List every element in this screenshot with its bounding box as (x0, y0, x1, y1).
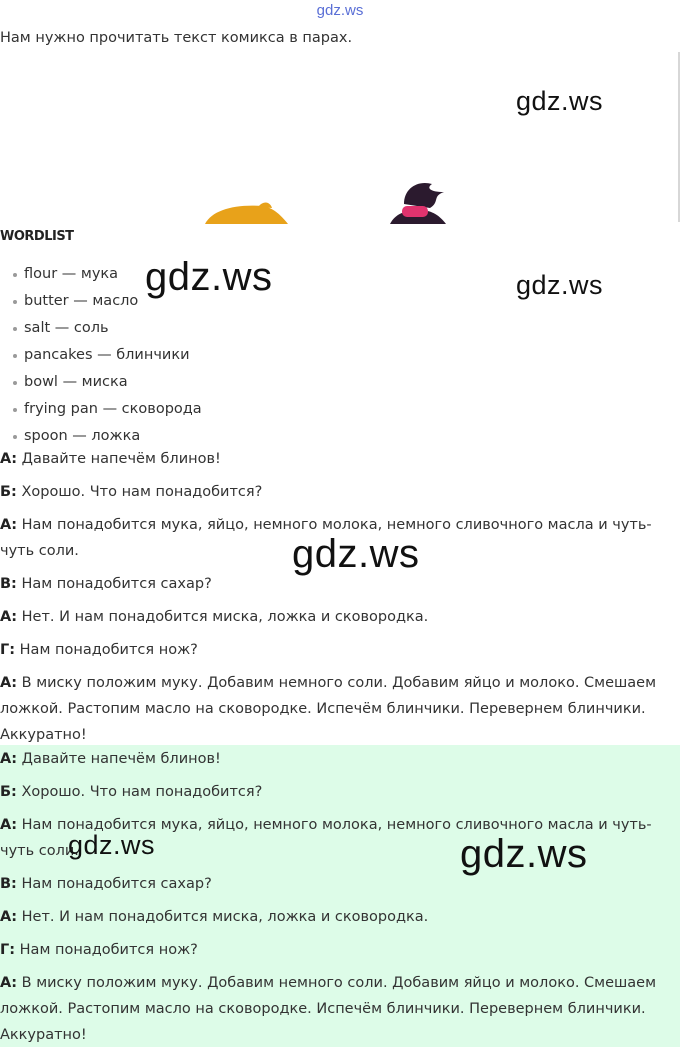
dialogue-line (0, 970, 675, 1048)
character-hat-plume (404, 183, 444, 208)
watermark: gdz.ws (516, 86, 604, 116)
wordlist-item-text: pancakes — блинчики (24, 347, 190, 363)
intro-text: Нам нужно прочитать текст комикса в парах. (0, 30, 353, 46)
wordlist-item-text: bowl — миска (24, 374, 128, 390)
dialogue-text: Нет. И нам понадобится миска, ложка и сковородка. (17, 609, 429, 625)
wordlist-item-text: spoon — ложка (24, 428, 141, 444)
dialogue-text: Нет. И нам понадобится миска, ложка и сковородка. (17, 909, 429, 925)
bullet-icon (13, 354, 17, 358)
bullet-icon (13, 381, 17, 385)
watermark: gdz.ws (68, 830, 156, 860)
dialogue-line (0, 637, 675, 663)
speaker-label: А: (0, 451, 18, 467)
wordlist-item-text: salt — соль (24, 320, 109, 336)
dialogue-line (0, 446, 675, 472)
wordlist-item-text: frying pan — сковорода (24, 401, 202, 417)
dialogue-text: Нам понадобится нож? (15, 642, 198, 658)
character-hat-band (402, 206, 428, 217)
speaker-label: А: (0, 909, 18, 925)
dialogue-line (0, 779, 675, 805)
dialogue-text: Нам понадобится сахар? (16, 876, 212, 892)
dialogue-line (0, 746, 675, 772)
dialogue-text: Нам понадобится мука, яйцо, немного молока, немного сливочного масла и чуть-чуть соли. (0, 517, 652, 559)
dialogue-line (0, 937, 675, 963)
speaker-label: В: (0, 576, 17, 592)
speaker-label: А: (0, 975, 18, 991)
wordlist-item-text: butter — масло (24, 293, 139, 309)
wordlist-item (0, 372, 202, 399)
speaker-label: А: (0, 751, 18, 767)
speaker-label: Г: (0, 942, 16, 958)
wordlist-item (0, 345, 202, 372)
speaker-label: Г: (0, 642, 16, 658)
wordlist-item (0, 399, 202, 426)
dialogue-text: Нам понадобится мука, яйцо, немного молока, немного сливочного масла и чуть-чуть соли. (0, 817, 652, 859)
dialogue-text: Нам понадобится нож? (15, 942, 198, 958)
watermark: gdz.ws (516, 270, 604, 300)
dialogue-line (0, 604, 675, 630)
dialogue-text: Давайте напечём блинов! (17, 751, 221, 767)
dialogue-line (0, 479, 675, 505)
speaker-label: Б: (0, 484, 17, 500)
dialogue-text: В миску положим муку. Добавим немного соли. Добавим яйцо и молоко. Смешаем ложкой. Растопим масло на сковородке. Испечём блинчики. Перевернем блинчики. Аккуратно! (0, 975, 657, 1043)
highlighted-answer-block (0, 745, 680, 1047)
dialogue-text: Давайте напечём блинов! (17, 451, 221, 467)
watermark: gdz.ws (460, 832, 588, 876)
bullet-icon (13, 327, 17, 331)
watermark: gdz.ws (292, 532, 420, 576)
speaker-label: А: (0, 675, 18, 691)
wordlist-item (0, 318, 202, 345)
comic-illustration (0, 170, 680, 226)
watermark: gdz.ws (145, 255, 273, 299)
bullet-icon (13, 273, 17, 277)
site-logo[interactable]: gdz.ws (316, 2, 364, 19)
dialogue-line (0, 904, 675, 930)
dialogue-text: Нам понадобится сахар? (16, 576, 212, 592)
bullet-icon (13, 435, 17, 439)
speaker-label: А: (0, 517, 18, 533)
speaker-label: В: (0, 876, 17, 892)
wordlist-item-text: flour — мука (24, 266, 119, 282)
dialogue-line (0, 670, 675, 748)
speaker-label: Б: (0, 784, 17, 800)
speaker-label: А: (0, 609, 18, 625)
speaker-label: А: (0, 817, 18, 833)
dialogue-text: В миску положим муку. Добавим немного соли. Добавим яйцо и молоко. Смешаем ложкой. Растопим масло на сковородке. Испечём блинчики. Перевернем блинчики. Аккуратно! (0, 675, 657, 743)
bullet-icon (13, 300, 17, 304)
wordlist-title: WORDLIST (0, 229, 74, 244)
character-hair-orange (205, 206, 288, 224)
dialogue-text: Хорошо. Что нам понадобится? (16, 784, 263, 800)
bullet-icon (13, 408, 17, 412)
dialogue-text: Хорошо. Что нам понадобится? (16, 484, 263, 500)
